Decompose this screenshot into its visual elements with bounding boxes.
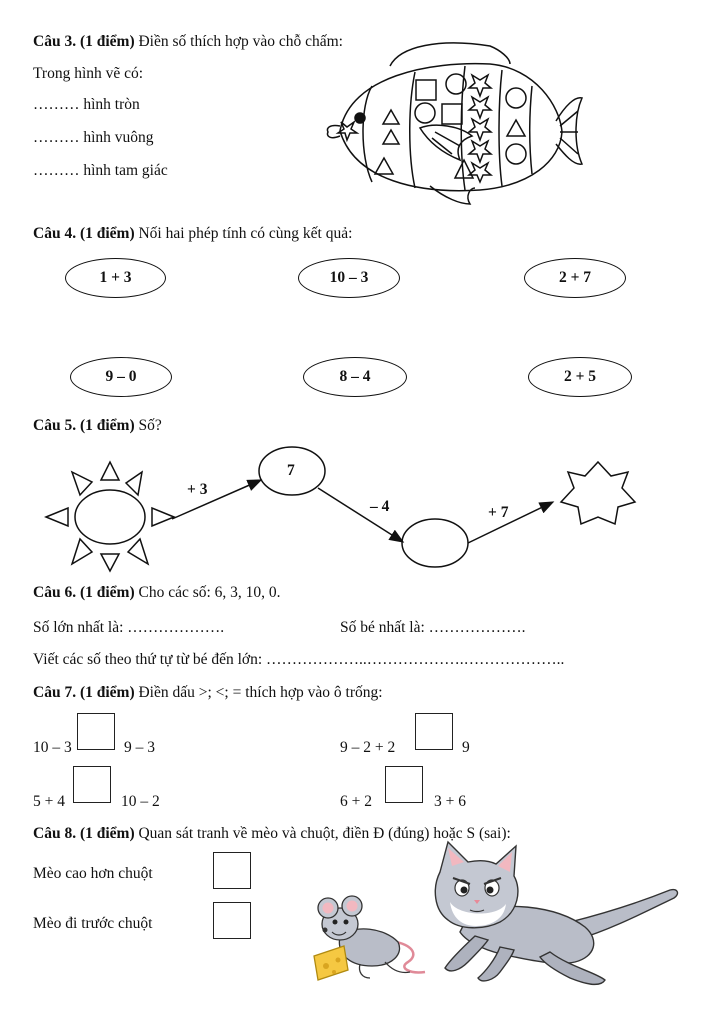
q5-label: Câu 5. (1 điểm) (33, 417, 135, 434)
q3-blank-triangle[interactable]: ……… (33, 162, 80, 179)
q3-label: Câu 3. (1 điểm) (33, 33, 135, 50)
q7-r2-box-b[interactable] (385, 766, 423, 803)
q7-r1-box-a[interactable] (77, 713, 115, 750)
sun-center (75, 490, 145, 544)
q8-statement-1: Mèo cao hơn chuột (33, 865, 153, 882)
q5-answer-star[interactable] (565, 468, 627, 524)
q5-heading (33, 418, 162, 434)
q3-blank-square[interactable]: ……… (33, 129, 80, 146)
q4-instruction: Nối hai phép tính có cùng kết quả: (134, 225, 353, 242)
q7-r2-right-expr-b: 3 + 6 (434, 793, 466, 810)
q5-op-plus3: + 3 (187, 481, 208, 498)
q4-top-expression-3[interactable]: 2 + 7 (524, 258, 626, 298)
q5-instruction: Số? (134, 417, 162, 434)
q4-top-expression-2[interactable]: 10 – 3 (298, 258, 400, 298)
q7-r2-left-expr-b: 6 + 2 (340, 793, 372, 810)
q3-intro: Trong hình vẽ có: (33, 65, 144, 82)
q8-answer-box-2[interactable] (213, 902, 251, 939)
q8-label: Câu 8. (1 điểm) (33, 825, 135, 842)
q6-order[interactable]: Viết các số theo thứ tự từ bé đến lớn: ………………..……………….……………….. (33, 651, 565, 668)
cat-mouse-illustration (300, 832, 695, 992)
q5-op-minus4: – 4 (370, 498, 390, 515)
q6-largest[interactable]: Số lớn nhất là: ………………. (33, 619, 225, 636)
q4-top-expression-1[interactable]: 1 + 3 (65, 258, 166, 298)
q7-r2-box-a[interactable] (73, 766, 111, 803)
q6-label: Câu 6. (1 điểm) (33, 584, 135, 601)
q8-instruction: Quan sát tranh về mèo và chuột, điền Đ (đúng) hoặc S (sai): (134, 825, 511, 842)
q7-r1-right-expr-a: 9 – 3 (124, 739, 155, 756)
q3-triangle-label: hình tam giác (79, 162, 168, 179)
q7-label: Câu 7. (1 điểm) (33, 684, 135, 701)
q4-bottom-expression-2[interactable]: 8 – 4 (303, 357, 407, 397)
q3-heading (33, 34, 343, 50)
q7-r1-right-expr-b: 9 (462, 739, 470, 756)
q6-heading (33, 585, 281, 601)
q4-heading (33, 226, 352, 242)
q4-label: Câu 4. (1 điểm) (33, 225, 135, 242)
q6-instruction: Cho các số: 6, 3, 10, 0. (134, 584, 281, 601)
q5-answer-oval[interactable] (405, 521, 467, 563)
q3-line-circle (33, 97, 140, 113)
q7-r1-left-expr-a: 10 – 3 (33, 739, 72, 756)
q8-answer-box-1[interactable] (213, 852, 251, 889)
q7-r1-box-b[interactable] (415, 713, 453, 750)
q3-line-square (33, 130, 154, 146)
q4-bottom-expression-3[interactable]: 2 + 5 (528, 357, 632, 397)
q7-r2-left-expr-a: 5 + 4 (33, 793, 65, 810)
q5-given-value: 7 (287, 462, 295, 479)
q7-r2-right-expr-a: 10 – 2 (121, 793, 160, 810)
q4-bottom-expression-1[interactable]: 9 – 0 (70, 357, 172, 397)
q3-circle-label: hình tròn (79, 96, 140, 113)
q7-instruction: Điền dấu >; <; = thích hợp vào ô trống: (134, 684, 383, 701)
q7-r1-left-expr-b: 9 – 2 + 2 (340, 739, 396, 756)
q3-instruction: Điền số thích hợp vào chỗ chấm: (134, 33, 343, 50)
q8-statement-2: Mèo đi trước chuột (33, 915, 153, 932)
q6-smallest[interactable]: Số bé nhất là: ………………. (340, 619, 526, 636)
q7-heading (33, 685, 383, 701)
fish-illustration (320, 36, 585, 206)
q3-blank-circle[interactable]: ……… (33, 96, 80, 113)
q3-line-triangle (33, 163, 168, 179)
q5-op-plus7: + 7 (488, 504, 509, 521)
q3-square-label: hình vuông (79, 129, 154, 146)
